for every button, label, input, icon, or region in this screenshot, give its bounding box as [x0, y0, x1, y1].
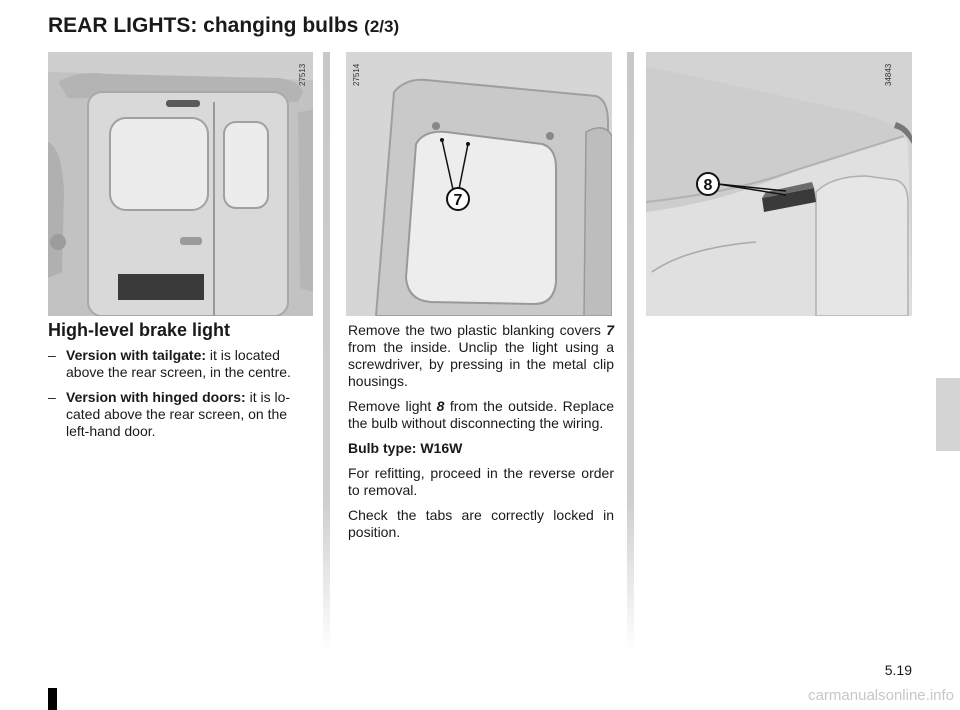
- figure-roof-light: [646, 52, 912, 316]
- figure-ref-27513: 27513: [298, 63, 307, 86]
- callout-7: 7: [453, 192, 463, 209]
- bullet-tailgate: [48, 347, 310, 381]
- bullet-text: it is located above the rear screen, in the centre.: [66, 347, 291, 380]
- roof-light-illustration: [646, 52, 912, 316]
- column-divider-1: [323, 52, 330, 652]
- bullet-text: it is located above the rear screen, on the left-hand door.: [66, 389, 291, 439]
- instruction-text: from the outside. Replace the bulb without disconnecting the wiring.: [348, 398, 614, 431]
- figure-ref-34843: 34843: [884, 63, 893, 86]
- figure-tailgate: [48, 52, 313, 316]
- instruction-refitting: For refitting, proceed in the reverse order to removal.: [348, 465, 614, 498]
- bullet-list: [48, 347, 310, 448]
- section-heading: High-level brake light: [48, 320, 231, 340]
- bullet-label: Version with tailgate:: [66, 347, 207, 363]
- page-number: 5.19: [884, 662, 912, 678]
- page-title: [48, 14, 399, 38]
- instructions: [348, 322, 614, 549]
- corner-mark: [48, 688, 57, 710]
- bulb-type: [348, 440, 614, 457]
- instruction-text: Remove light: [348, 398, 437, 414]
- figure-tailgate-inside: [346, 52, 612, 316]
- ref-number-8: 8: [436, 398, 445, 414]
- callout-8: 8: [703, 177, 713, 194]
- instruction-remove-covers: [348, 322, 614, 390]
- bullet-hinged-doors: [48, 389, 310, 440]
- bulb-type-label: Bulb type: W16W: [348, 440, 463, 456]
- instruction-text: from the inside. Unclip the light using a screwdriver, by pressing in the metal clip housings.: [348, 339, 614, 389]
- bullet-dash: –: [48, 347, 56, 363]
- tailgate-illustration: [48, 52, 313, 316]
- column-divider-2: [627, 52, 634, 652]
- watermark: carmanualsonline.info: [808, 687, 954, 704]
- bullet-dash: –: [48, 389, 56, 405]
- instruction-check-tabs: Check the tabs are correctly locked in position.: [348, 507, 614, 540]
- instruction-text: Remove the two plastic blanking covers: [348, 322, 607, 338]
- instruction-remove-light: [348, 398, 614, 432]
- ref-number-7: 7: [606, 322, 614, 338]
- tailgate-inside-illustration: [346, 52, 612, 316]
- page-title-main: REAR LIGHTS: changing bulbs: [48, 14, 359, 37]
- chapter-tab: [936, 378, 960, 451]
- bullet-label: Version with hinged doors:: [66, 389, 246, 405]
- figure-ref-27514: 27514: [352, 63, 361, 86]
- page-title-suffix: (2/3): [364, 17, 400, 36]
